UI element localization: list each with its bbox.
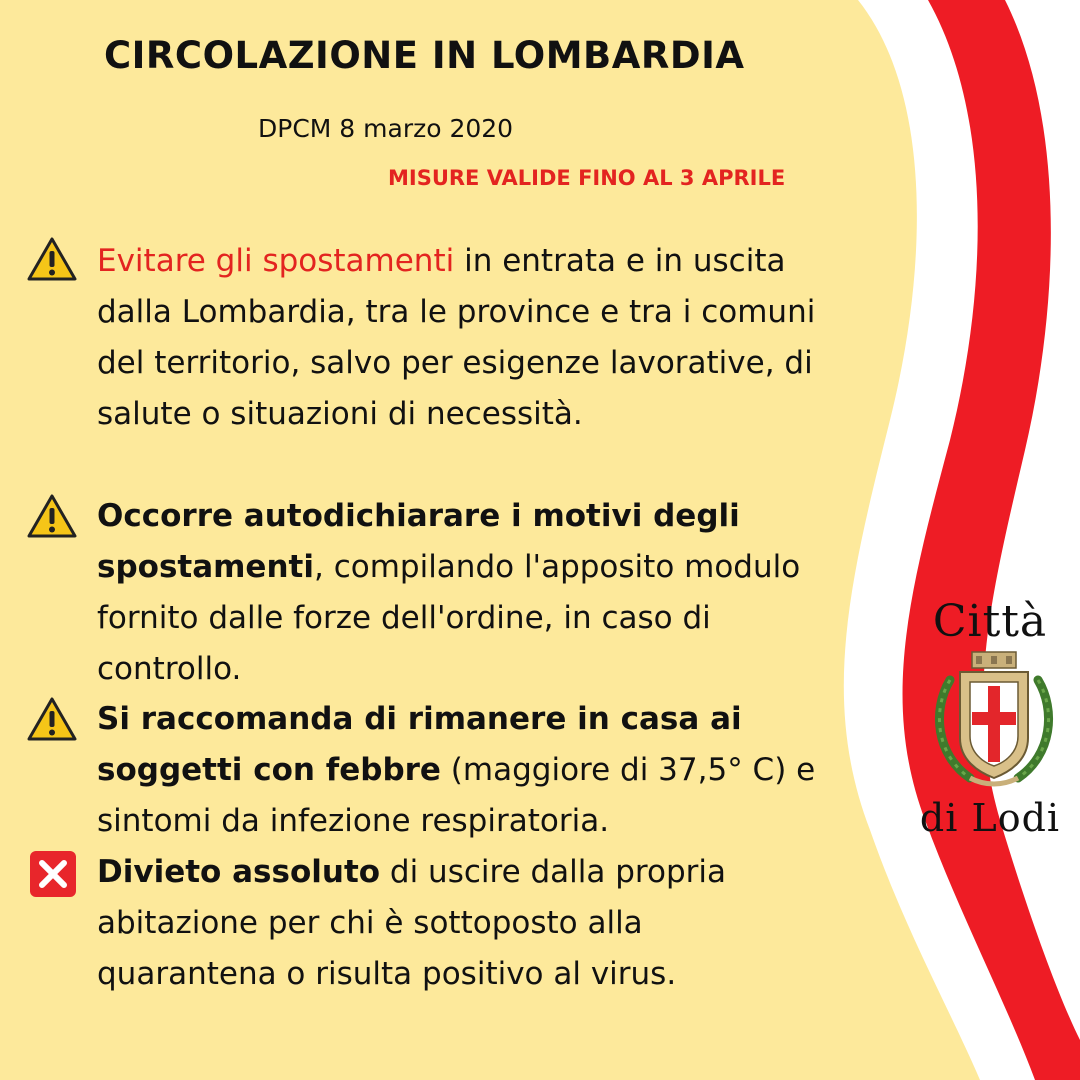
item-text: (maggiore di 37,5° C) e sintomi da infezione respiratoria.: [97, 752, 816, 839]
page-title: CIRCOLAZIONE IN LOMBARDIA: [104, 34, 745, 77]
warning-icon: [26, 493, 78, 539]
validity-notice: MISURE VALIDE FINO AL 3 APRILE: [388, 166, 786, 190]
item-bold: Occorre autodichiarare i motivi degli spostamenti: [97, 498, 740, 585]
item-bold: Divieto assoluto: [97, 854, 381, 890]
warning-icon: [26, 236, 78, 282]
item-text: , compilando l'apposito modulo fornito dalle forze dell'ordine, in caso di controllo.: [97, 549, 801, 687]
logo-subtitle: di Lodi: [919, 796, 1061, 840]
logo-title: Città: [932, 596, 1048, 647]
cross-icon: [26, 851, 78, 897]
item-highlight: Evitare gli spostamenti: [97, 243, 455, 279]
warning-icon: [26, 696, 78, 742]
item-text: in entrata e in uscita dalla Lombardia, tra le province e tra i comuni del territorio, salvo per esigenze lavorative, di salute o situazioni di necessità.: [97, 243, 816, 432]
coat-of-arms-icon: [930, 650, 1058, 790]
item-text: di uscire dalla propria abitazione per chi è sottoposto alla quarantena o risulta positivo al virus.: [97, 854, 726, 992]
page-subtitle: DPCM 8 marzo 2020: [258, 114, 514, 143]
item-bold: Si raccomanda di rimanere in casa ai soggetti con febbre: [97, 701, 742, 788]
